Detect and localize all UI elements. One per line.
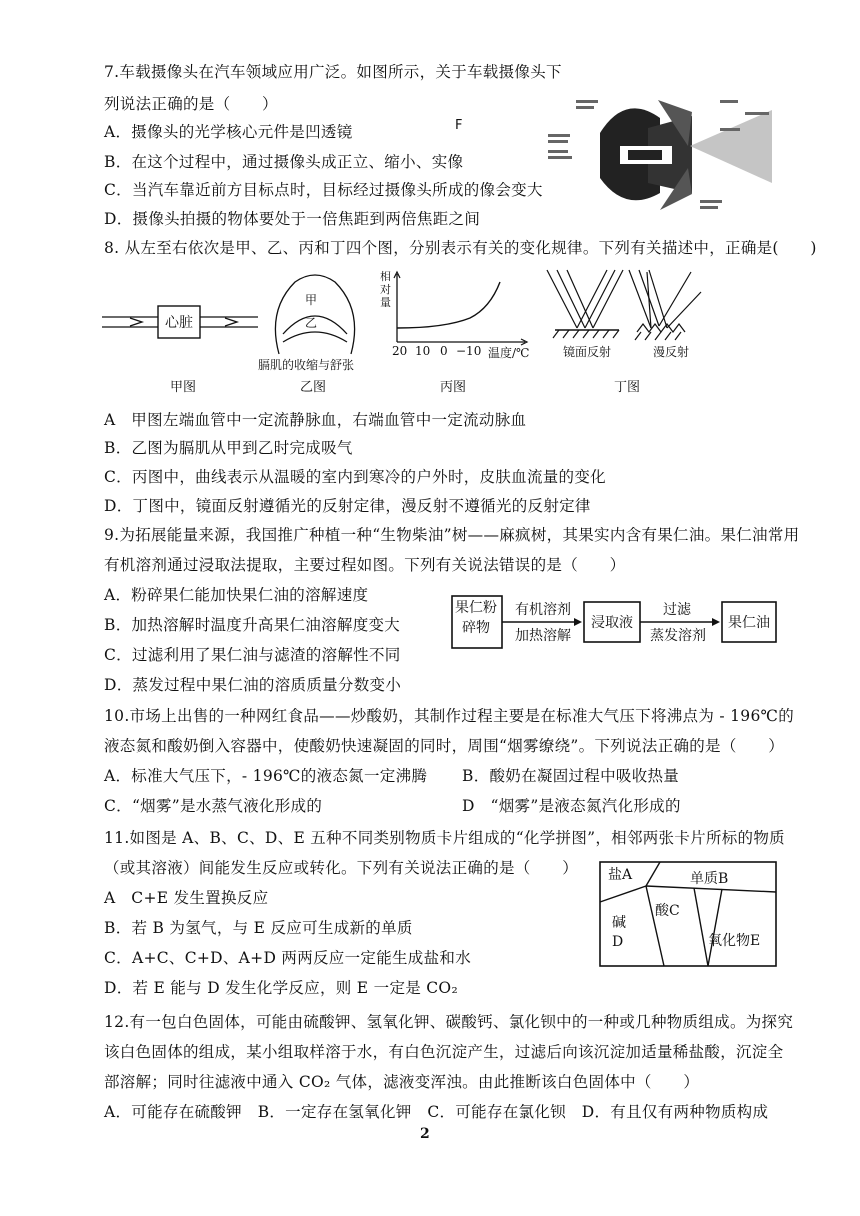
flow-arrow-right	[225, 318, 237, 326]
caption-ding: 丁图	[614, 380, 641, 395]
q7-option-c: C．当汽车靠近前方目标点时，目标经过摄像头所成的像会变大	[104, 181, 543, 199]
q7-stem-line2: 列说法正确的是（ ）	[104, 95, 278, 113]
q10-option-b: B．酸奶在凝固过程中吸收热量	[462, 767, 680, 785]
puzzle-e: 氧化物E	[708, 933, 761, 949]
diaphragm-yi	[283, 332, 347, 342]
puzzle-c: 酸C	[655, 903, 680, 919]
caption-jia: 甲图	[170, 380, 197, 395]
q9-option-b: B．加热溶解时温度升高果仁油溶解度变大	[104, 616, 401, 634]
q8-option-b: B．乙图为膈肌从甲到乙时完成吸气	[104, 439, 353, 457]
q9-option-c: C．过滤利用了果仁油与滤渣的溶解性不同	[104, 646, 401, 664]
bing-xtick-4: −10	[456, 344, 482, 358]
flow-arrow-1-top: 有机溶剂	[515, 602, 571, 618]
caption-yi: 乙图	[300, 380, 327, 395]
puzzle-d-label: 碱	[612, 915, 626, 931]
flow-box-3-label: 果仁油	[728, 615, 770, 631]
yi-label-bottom: 乙	[305, 316, 318, 330]
flow-arrow-2-bottom: 蒸发溶剂	[650, 628, 706, 644]
flow-box-2-label: 浸取液	[591, 615, 633, 631]
ding-left-label: 镜面反射	[563, 345, 612, 359]
puzzle-a: 盐A	[608, 867, 633, 883]
q10-stem-line2: 液态氮和酸奶倒入容器中，使酸奶快速凝固的同时，周围“烟雾缭绕”。下列说法正确的是（ ）	[104, 737, 785, 755]
q12-stem-line3: 部溶解；同时往滤液中通入 CO₂ 气体，滤液变浑浊。由此推断该白色固体中（ ）	[104, 1073, 700, 1091]
bing-ylabel: 相对量	[380, 270, 391, 309]
bing-xtick-2: 10	[415, 344, 431, 358]
q8-stem: 8. 从左至右依次是甲、乙、丙和丁四个图，分别表示有关的变化规律。下列有关描述中，正确是( )	[104, 239, 817, 257]
flow-arrow-1-bottom: 加热溶解	[515, 628, 571, 644]
q12-stem-line1: 12.有一包白色固体，可能由硫酸钾、氢氧化钾、碳酸钙、氯化钡中的一种或几种物质组成。为探究	[104, 1013, 794, 1031]
yi-label-top: 甲	[305, 293, 318, 307]
flow-arrow-left	[130, 318, 142, 326]
curve	[397, 282, 500, 328]
yi-note: 膈肌的收缩与舒张	[258, 358, 355, 372]
mirror-reflection	[547, 270, 623, 338]
q10-option-c: C．“烟雾”是水蒸气液化形成的	[104, 797, 323, 815]
q9-stem-line2: 有机溶剂通过浸取法提取，主要过程如图。下列有关说法错误的是（ ）	[104, 556, 626, 574]
q9-stem-line1: 9.为拓展能量来源，我国推广种植一种“生物柴油”树——麻疯树，其果实内含有果仁油。果仁油常用	[104, 526, 800, 544]
bing-xlabel: 温度/℃	[488, 346, 530, 360]
q12-options: A．可能存在硫酸钾 B．一定存在氢氧化钾 C．可能存在氯化钡 D．有且仅有两种物质构成	[104, 1103, 769, 1121]
q8-option-d: D．丁图中，镜面反射遵循光的反射定律，漫反射不遵循光的反射定律	[104, 497, 591, 515]
bing-xtick-1: 20	[392, 344, 408, 358]
q7-option-b: B．在这个过程中，通过摄像头成正立、缩小、实像	[104, 153, 464, 171]
q11-stem-line1: 11.如图是 A、B、C、D、E 五种不同类别物质卡片组成的“化学拼图”，相邻两张卡片所标的物质	[104, 829, 785, 847]
q7-camera-figure	[540, 88, 780, 218]
heart-label: 心脏	[165, 315, 193, 331]
q10-stem-line1: 10.市场上出售的一种网红食品——炒酸奶，其制作过程主要是在标准大气压下将沸点为 - 196℃的	[104, 707, 795, 725]
ding-right-label: 漫反射	[653, 345, 690, 359]
q11-option-d: D．若 E 能与 D 发生化学反应，则 E 一定是 CO₂	[104, 979, 458, 997]
camera-view-cone	[690, 110, 772, 183]
puzzle-d: D	[612, 934, 624, 950]
flow-arrow-2-top: 过滤	[663, 602, 691, 618]
q7-option-d: D．摄像头拍摄的物体要处于一倍焦距到两倍焦距之间	[104, 210, 481, 228]
flow-box-1-label: 果仁粉碎物	[455, 600, 497, 636]
q10-option-d: D “烟雾”是液态氮汽化形成的	[462, 797, 681, 815]
q11-option-b: B．若 B 为氢气，与 E 反应可生成新的单质	[104, 919, 413, 937]
caption-bing: 丙图	[440, 380, 467, 395]
q9-option-a: A．粉碎果仁能加快果仁油的溶解速度	[104, 586, 369, 604]
q9-option-d: D．蒸发过程中果仁油的溶质质量分数变小	[104, 676, 402, 694]
q11-stem-line2: （或其溶液）间能发生反应或转化。下列有关说法正确的是（ ）	[104, 859, 579, 877]
q11-option-c: C．A+C、C+D、A+D 两两反应一定能生成盐和水	[104, 949, 472, 967]
q7-stem-line1: 7.车载摄像头在汽车领域应用广泛。如图所示，关于车载摄像头下	[104, 63, 562, 81]
q10-option-a: A．标准大气压下，- 196℃的液态氮一定沸腾	[104, 767, 428, 785]
puzzle-b: 单质B	[690, 871, 729, 887]
q8-option-a: A 甲图左端血管中一定流静脉血，右端血管中一定流动脉血	[104, 411, 527, 429]
diffuse-reflection	[629, 270, 701, 340]
q7-option-a: A．摄像头的光学核心元件是凹透镜	[104, 123, 353, 141]
q8-option-c: C．丙图中，曲线表示从温暖的室内到寒冷的户外时，皮肤血流量的变化	[104, 468, 606, 486]
q11-option-a: A C+E 发生置换反应	[104, 889, 269, 907]
q12-stem-line2: 该白色固体的组成，某小组取样溶于水，有白色沉淀产生，过滤后向该沉淀加适量稀盐酸，沉淀全	[104, 1043, 784, 1061]
bing-xtick-3: 0	[440, 344, 448, 358]
page-number: 2	[420, 1126, 430, 1142]
q7-fig-mark: F	[455, 118, 463, 133]
